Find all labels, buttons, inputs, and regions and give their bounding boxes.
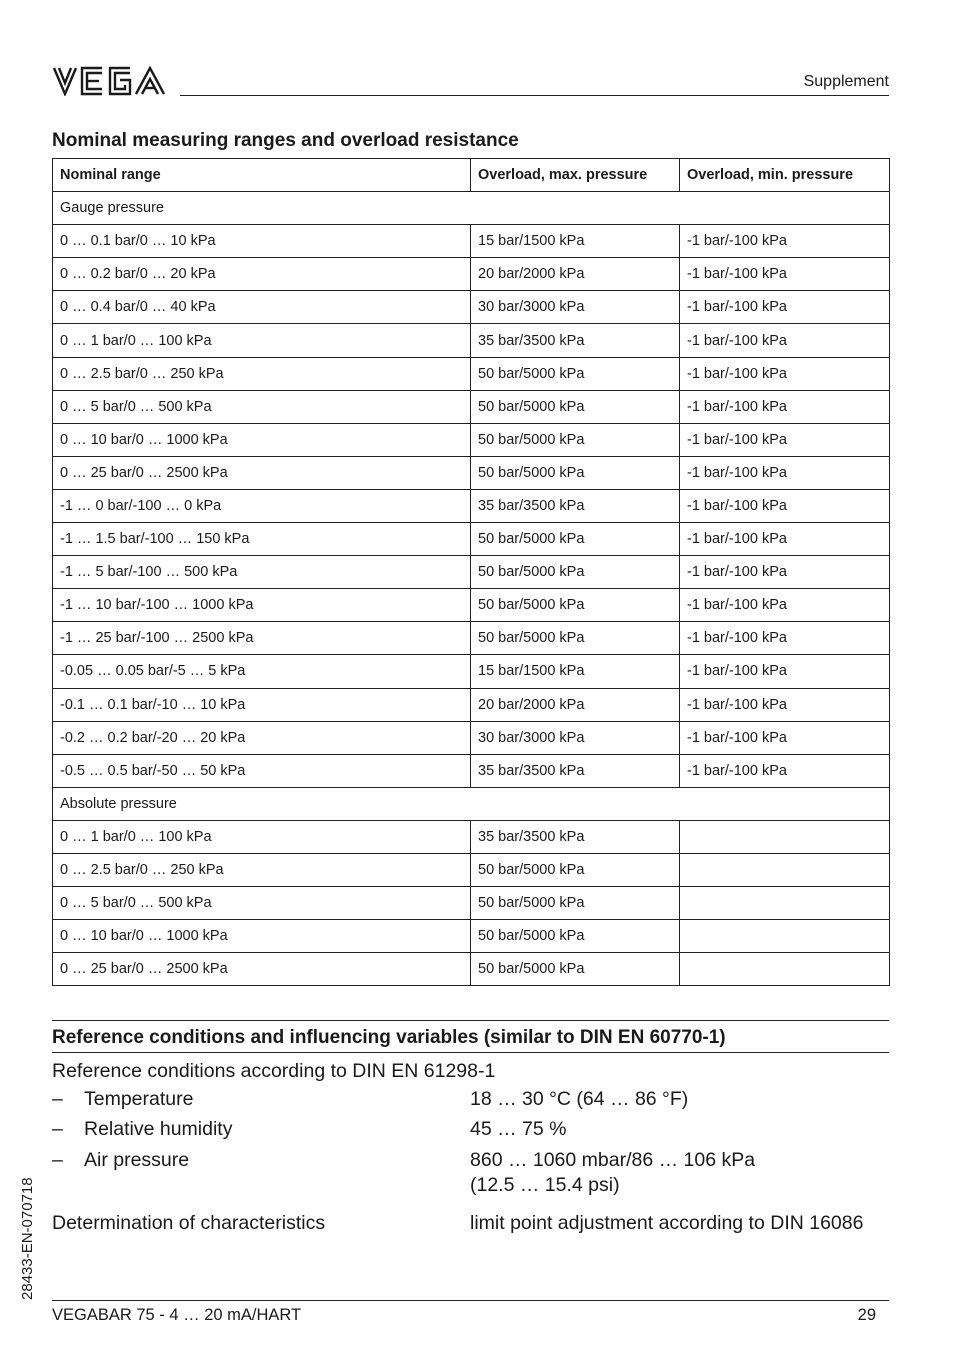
temperature-label: Temperature [84, 1088, 194, 1110]
document-code: 28433-EN-070718 [19, 1177, 36, 1300]
temperature-value: 18 … 30 °C (64 … 86 °F) [470, 1088, 689, 1110]
table-row [53, 820, 890, 853]
table-row [53, 324, 890, 357]
column-header-overload-min: Overload, min. pressure [680, 159, 890, 192]
cell-nominal-range: -1 … 25 bar/-100 … 2500 kPa [53, 622, 471, 655]
cell-overload-max: 50 bar/5000 kPa [471, 390, 680, 423]
cell-overload-min [680, 920, 890, 953]
cell-overload-max: 50 bar/5000 kPa [471, 357, 680, 390]
cell-nominal-range: 0 … 2.5 bar/0 … 250 kPa [53, 853, 471, 886]
cell-overload-min: -1 bar/-100 kPa [680, 489, 890, 522]
cell-overload-min: -1 bar/-100 kPa [680, 589, 890, 622]
cell-overload-max: 20 bar/2000 kPa [471, 258, 680, 291]
group-header-row [53, 787, 890, 820]
vega-logo [52, 66, 168, 96]
table-row [53, 953, 890, 986]
air-pressure-value: 860 … 1060 mbar/86 … 106 kPa [470, 1149, 756, 1171]
section-rule-top [52, 1020, 889, 1021]
reference-title: Reference conditions and influencing variables (similar to DIN EN 60770-1) [52, 1027, 726, 1048]
cell-nominal-range: 0 … 5 bar/0 … 500 kPa [53, 887, 471, 920]
table-row [53, 258, 890, 291]
page-number: 29 [857, 1306, 876, 1324]
cell-overload-max: 35 bar/3500 kPa [471, 820, 680, 853]
ranges-title: Nominal measuring ranges and overload resistance [52, 130, 519, 151]
column-header-overload-max: Overload, max. pressure [471, 159, 680, 192]
cell-overload-max: 15 bar/1500 kPa [471, 225, 680, 258]
cell-nominal-range: -1 … 10 bar/-100 … 1000 kPa [53, 589, 471, 622]
list-dash: – [52, 1088, 63, 1110]
cell-overload-max: 50 bar/5000 kPa [471, 920, 680, 953]
cell-overload-min: -1 bar/-100 kPa [680, 622, 890, 655]
group-header-row [53, 192, 890, 225]
cell-overload-min: -1 bar/-100 kPa [680, 390, 890, 423]
table-row [53, 357, 890, 390]
cell-nominal-range: 0 … 1 bar/0 … 100 kPa [53, 820, 471, 853]
cell-nominal-range: -0.05 … 0.05 bar/-5 … 5 kPa [53, 655, 471, 688]
cell-overload-min: -1 bar/-100 kPa [680, 357, 890, 390]
cell-overload-min: -1 bar/-100 kPa [680, 688, 890, 721]
nominal-ranges-table [52, 158, 890, 986]
cell-nominal-range: -0.5 … 0.5 bar/-50 … 50 kPa [53, 754, 471, 787]
cell-overload-max: 30 bar/3000 kPa [471, 721, 680, 754]
cell-overload-min [680, 953, 890, 986]
cell-overload-min: -1 bar/-100 kPa [680, 423, 890, 456]
cell-overload-min: -1 bar/-100 kPa [680, 655, 890, 688]
cell-nominal-range: 0 … 0.4 bar/0 … 40 kPa [53, 291, 471, 324]
table-row [53, 721, 890, 754]
table-row [53, 887, 890, 920]
determination-value: limit point adjustment according to DIN 16086 [470, 1212, 864, 1234]
cell-nominal-range: 0 … 1 bar/0 … 100 kPa [53, 324, 471, 357]
air-pressure-value-psi: (12.5 … 15.4 psi) [470, 1174, 620, 1196]
cell-overload-min [680, 887, 890, 920]
table-row [53, 754, 890, 787]
cell-nominal-range: 0 … 10 bar/0 … 1000 kPa [53, 423, 471, 456]
cell-overload-min: -1 bar/-100 kPa [680, 225, 890, 258]
cell-overload-max: 35 bar/3500 kPa [471, 754, 680, 787]
cell-overload-min: -1 bar/-100 kPa [680, 324, 890, 357]
table-row [53, 688, 890, 721]
cell-overload-min [680, 853, 890, 886]
table-row [53, 589, 890, 622]
cell-overload-min: -1 bar/-100 kPa [680, 523, 890, 556]
cell-overload-max: 50 bar/5000 kPa [471, 523, 680, 556]
ranges-table-body [53, 192, 890, 986]
air-pressure-label: Air pressure [84, 1149, 190, 1171]
cell-overload-max: 50 bar/5000 kPa [471, 887, 680, 920]
reference-intro: Reference conditions according to DIN EN 61298-1 [52, 1060, 496, 1082]
table-row [53, 225, 890, 258]
cell-overload-max: 50 bar/5000 kPa [471, 556, 680, 589]
table-row [53, 853, 890, 886]
table-row [53, 423, 890, 456]
cell-overload-max: 50 bar/5000 kPa [471, 853, 680, 886]
cell-overload-max: 50 bar/5000 kPa [471, 423, 680, 456]
cell-overload-min [680, 820, 890, 853]
table-row [53, 489, 890, 522]
header-rule [180, 95, 889, 96]
cell-overload-min: -1 bar/-100 kPa [680, 258, 890, 291]
cell-overload-max: 15 bar/1500 kPa [471, 655, 680, 688]
cell-nominal-range: 0 … 10 bar/0 … 1000 kPa [53, 920, 471, 953]
group-label: Absolute pressure [53, 787, 890, 820]
table-row [53, 655, 890, 688]
determination-label: Determination of characteristics [52, 1212, 326, 1234]
humidity-label: Relative humidity [84, 1118, 233, 1140]
section-rule-bottom [52, 1052, 889, 1053]
cell-overload-max: 50 bar/5000 kPa [471, 456, 680, 489]
table-row [53, 523, 890, 556]
cell-nominal-range: -0.1 … 0.1 bar/-10 … 10 kPa [53, 688, 471, 721]
humidity-value: 45 … 75 % [470, 1118, 567, 1140]
cell-nominal-range: 0 … 25 bar/0 … 2500 kPa [53, 456, 471, 489]
table-row [53, 456, 890, 489]
cell-nominal-range: -1 … 5 bar/-100 … 500 kPa [53, 556, 471, 589]
cell-nominal-range: 0 … 0.2 bar/0 … 20 kPa [53, 258, 471, 291]
cell-nominal-range: 0 … 5 bar/0 … 500 kPa [53, 390, 471, 423]
cell-overload-min: -1 bar/-100 kPa [680, 456, 890, 489]
cell-nominal-range: -1 … 0 bar/-100 … 0 kPa [53, 489, 471, 522]
table-row [53, 622, 890, 655]
cell-nominal-range: -0.2 … 0.2 bar/-20 … 20 kPa [53, 721, 471, 754]
cell-overload-min: -1 bar/-100 kPa [680, 721, 890, 754]
table-row [53, 556, 890, 589]
cell-overload-max: 50 bar/5000 kPa [471, 589, 680, 622]
cell-nominal-range: 0 … 25 bar/0 … 2500 kPa [53, 953, 471, 986]
cell-overload-max: 35 bar/3500 kPa [471, 324, 680, 357]
table-header-row [53, 159, 890, 192]
cell-overload-min: -1 bar/-100 kPa [680, 291, 890, 324]
table-row [53, 390, 890, 423]
table-row [53, 291, 890, 324]
footer-product: VEGABAR 75 - 4 … 20 mA/HART [52, 1306, 302, 1324]
table-row [53, 920, 890, 953]
cell-overload-max: 20 bar/2000 kPa [471, 688, 680, 721]
list-dash: – [52, 1149, 63, 1171]
cell-overload-max: 30 bar/3000 kPa [471, 291, 680, 324]
list-dash: – [52, 1118, 63, 1140]
cell-nominal-range: -1 … 1.5 bar/-100 … 150 kPa [53, 523, 471, 556]
cell-nominal-range: 0 … 2.5 bar/0 … 250 kPa [53, 357, 471, 390]
cell-overload-max: 50 bar/5000 kPa [471, 953, 680, 986]
cell-overload-max: 50 bar/5000 kPa [471, 622, 680, 655]
cell-overload-min: -1 bar/-100 kPa [680, 556, 890, 589]
cell-nominal-range: 0 … 0.1 bar/0 … 10 kPa [53, 225, 471, 258]
column-header-nominal-range: Nominal range [53, 159, 471, 192]
group-label: Gauge pressure [53, 192, 890, 225]
cell-overload-max: 35 bar/3500 kPa [471, 489, 680, 522]
footer-rule [52, 1300, 889, 1301]
cell-overload-min: -1 bar/-100 kPa [680, 754, 890, 787]
section-label: Supplement [803, 73, 889, 90]
